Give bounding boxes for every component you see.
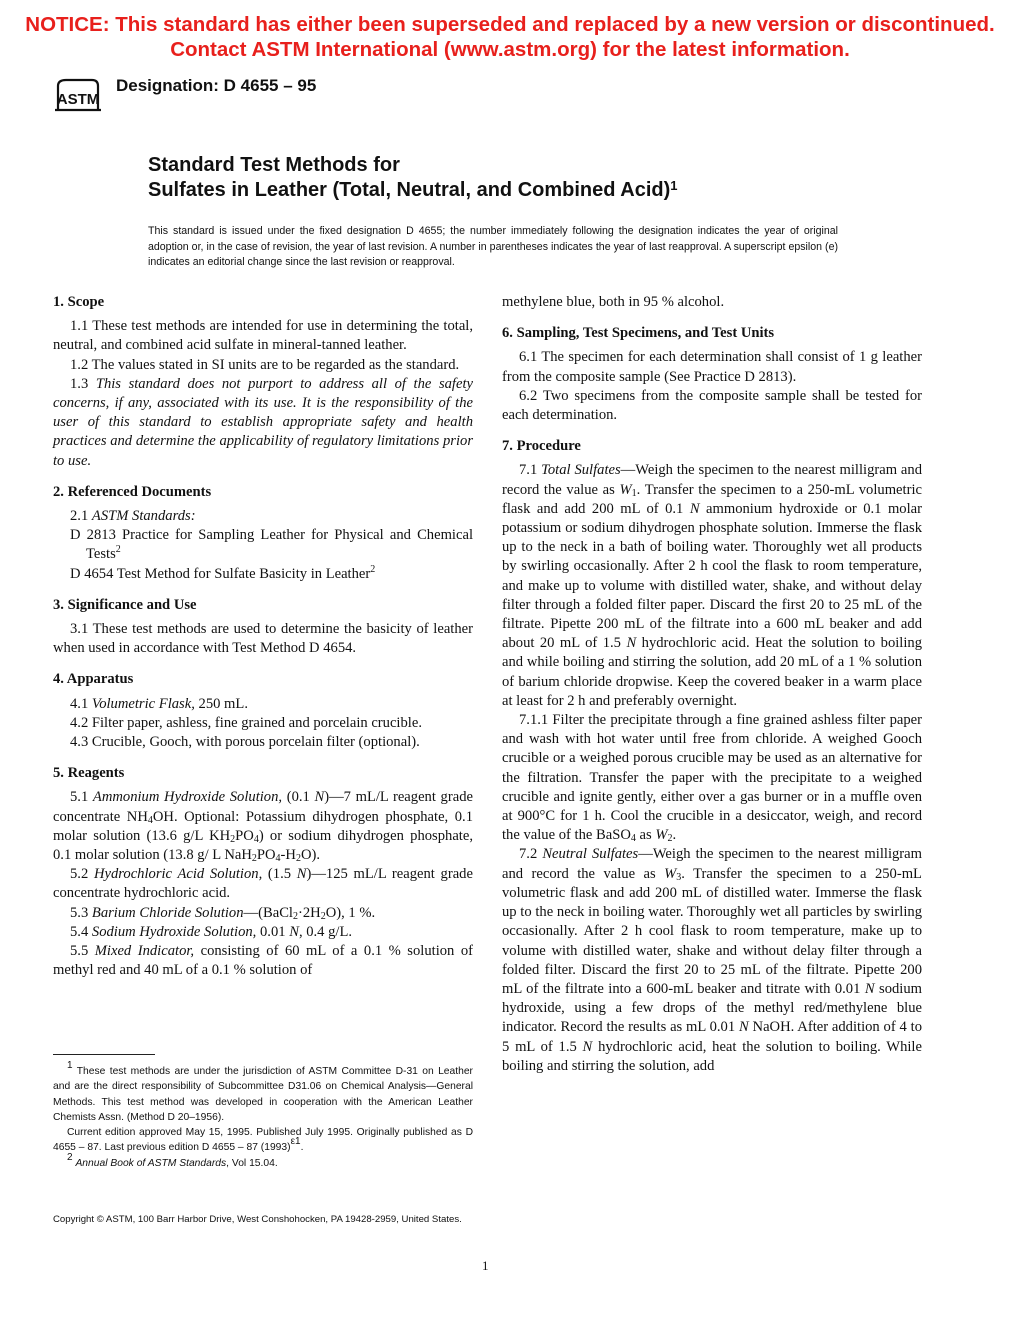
title-line-1: Standard Test Methods for [148, 154, 400, 176]
section-heading-sampling: 6. Sampling, Test Specimens, and Test Units [502, 325, 775, 342]
paragraph-7-1: 7.1 Total Sulfates—Weigh the specimen to the nearest milligram and record the value as $W_1$. Transfer the specimen to a 250-mL volumetric flask and add 200 mL of 0.1 N ammonium hydroxide or 0.1 molar potassium or sodium dihydrogen phosphate solution. Immerse the flask up to the neck in a bath of boiling water. Thoroughly wet all products by swirling occasionally. After 2 h cool the flask to room temperature, and make up to volume with distilled water, shake, and without delay filter through a folded filter paper. Discard the first 20 to 25 mL of the filtrate. Pipette 200 mL of the filtrate into a 600 mL beaker and add about 20 mL of 1.5 N hydrochloric acid. Heat the solution to boiling and while boiling and stirring the solution, add 20 mL of a 1 % solution of barium chloride dropwise. Keep the covered beaker in a warm place at least for 2 h and preferably overnight. [502, 462, 923, 709]
paragraph-5-1: 5.1 Ammonium Hydroxide Solution, (0.1 N)—7 mL/L reagent grade concentrate $NH_4OH$. Optional: Potassium dihydrogen phosphate, 0.1 molar solution (13.6 g/L $KH_2PO_4$) or sodium dihydrogen phosphate, 0.1 molar solution (13.8 g/ L $NaH_2PO_4-H_2O$). [53, 789, 473, 865]
paragraph-5-3: 5.3 Barium Chloride $Solution—(BaCl_2\cdot 2H_2O)$, 1 %. [70, 904, 376, 922]
left-column [53, 293, 473, 981]
designation: Designation: D 4655 – 95 [116, 76, 317, 95]
paragraph-2-1: 2.1 ASTM Standards: [70, 508, 196, 525]
footnotes [53, 1060, 473, 1171]
paragraph-1-3: 1.3 This standard does not purport to address all of the safety concerns, if any, associated with its use. It is the responsibility of the user of this standard to establish appropriate safety and health practices and determine the applicability of regulatory limitations prior to use. [53, 375, 473, 469]
paragraph-5-2: 5.2 Hydrochloric Acid Solution, (1.5 N)—125 mL/L reagent grade concentrate hydrochloric acid. [53, 866, 473, 902]
issue-statement: This standard is issued under the fixed designation D 4655; the number immediately following the designation indicates the year of original adoption or, in the case of revision, the year of last revision. A number in parentheses indicates the year of last reapproval. A superscript epsilon (e) indicates an editorial change since the last revision or reapproval. [148, 225, 838, 268]
page-number: 1 [482, 1258, 489, 1273]
paragraph-7-2: 7.2 Neutral Sulfates—Weigh the specimen to the nearest milligram and record the value as $W_3$. Transfer the specimen to a 250-mL volumetric flask and add 200 mL of distilled water. Immerse the flask up to the neck in boiling water. Thoroughly wet all particles by swirling occasionally. After 2 h cool flask to room temperature, make up to volume with distilled water, shake and without delay filter through a folded filter. Discard the first 20 to 25 mL of the filtrate. Pipette 200 mL of the filtrate into a 600-mL beaker and titrate with 0.01 N sodium hydroxide, using a few drops of the methyl red/methylene blue indicator. Record the results as mL 0.01 N NaOH. After addition of 4 to 5 mL of 1.5 N hydrochloric acid, heat the solution to boiling. While boiling and stirring the solution, add [502, 846, 922, 1074]
notice-line-2: Contact ASTM International (www.astm.org) for the latest information. [170, 38, 850, 61]
logo-text: ASTM [56, 91, 100, 108]
footnote-1: $^1$ These test methods are under the jurisdiction of ASTM Committee D-31 on Leather and are the direct responsibility of Subcommittee D31.06 on Chemical Analysis—General Methods. This test method was developed in cooperation with the American Leather Chemists Assn. (Method D 20–1956). [53, 1060, 473, 1123]
section-heading-procedure: 7. Procedure [502, 438, 581, 455]
reference-d4654: D 4654 Test Method for Sulfate Basicity in Leather$^2$ [70, 563, 376, 582]
right-column [502, 293, 922, 1076]
paragraph-5-5-continued: methylene blue, both in 95 % alcohol. [502, 294, 725, 310]
paragraph-1-2: 1.2 The values stated in SI units are to be regarded as the standard. [70, 356, 460, 373]
paragraph-5-5: 5.5 Mixed Indicator, consisting of 60 mL of a 0.1 % solution of methyl red and 40 mL of a 0.1 % solution of [53, 943, 473, 979]
paragraph-1-1: 1.1 These test methods are intended for use in determining the total, neutral, and combined acid sulfate in mineral-tanned leather. [53, 318, 473, 354]
title-footnote-mark: 1 [670, 178, 678, 193]
notice-line-1: NOTICE: This standard has either been superseded and replaced by a new version or discontinued. [25, 13, 995, 36]
paragraph-4-3: 4.3 Crucible, Gooch, with porous porcelain filter (optional). [70, 734, 420, 751]
section-heading-referenced: 2. Referenced Documents [53, 483, 212, 500]
notice-banner [0, 12, 1020, 62]
copyright: Copyright © ASTM, 100 Barr Harbor Drive, West Conshohocken, PA 19428-2959, United States. [53, 1214, 462, 1225]
paragraph-3-1: 3.1 These test methods are used to determine the basicity of leather when used in accordance with Test Method D 4654. [53, 621, 473, 657]
reference-d2813: D 2813 Practice for Sampling Leather for Physical and Chemical Tests$^2$ [70, 527, 473, 563]
section-heading-scope: 1. Scope [53, 294, 105, 310]
paragraph-7-1-1: 7.1.1 Filter the precipitate through a fine grained ashless filter paper and wash with hot water until free from chloride. A weighed Gooch crucible or a weighed porous crucible may be used as an alternative for the filtration. Transfer the paper with the precipitate to a weighed crucible and ignite gently, either over a gas burner or in a muffle oven at 900°C for 1 h. Cool the crucible in a desiccator, weigh, and record the value of the BaSO$_4$ as $W_2$. [502, 712, 922, 845]
section-heading-reagents: 5. Reagents [53, 765, 125, 782]
title-line-2: Sulfates in Leather (Total, Neutral, and Combined Acid)$^1$ [148, 178, 678, 201]
section-heading-apparatus: 4. Apparatus [53, 671, 134, 688]
document-title [148, 153, 678, 203]
section-heading-significance: 3. Significance and Use [53, 596, 197, 613]
astm-logo-icon [52, 78, 104, 116]
footnote-1-edition: Current edition approved May 15, 1995. Published July 1995. Originally published as D 4655 – 87. Last previous edition D 4655 – 87 $(1993)^{\varepsilon 1}$. [53, 1127, 473, 1154]
footnote-rule [53, 1054, 155, 1055]
paragraph-4-2: 4.2 Filter paper, ashless, fine grained and porcelain crucible. [70, 714, 422, 731]
paragraph-6-1: 6.1 The specimen for each determination shall consist of 1 g leather from the composite sample (See Practice D 2813). [502, 349, 922, 385]
paragraph-6-2: 6.2 Two specimens from the composite sample shall be tested for each determination. [502, 387, 922, 424]
footnote-2: $^2$ Annual Book of ASTM Standards, Vol 15.04. [67, 1151, 278, 1169]
paragraph-5-4: 5.4 Sodium Hydroxide Solution, 0.01 N, 0.4 g/L. [70, 923, 353, 940]
paragraph-4-1: 4.1 Volumetric Flask, 250 mL. [70, 695, 248, 712]
